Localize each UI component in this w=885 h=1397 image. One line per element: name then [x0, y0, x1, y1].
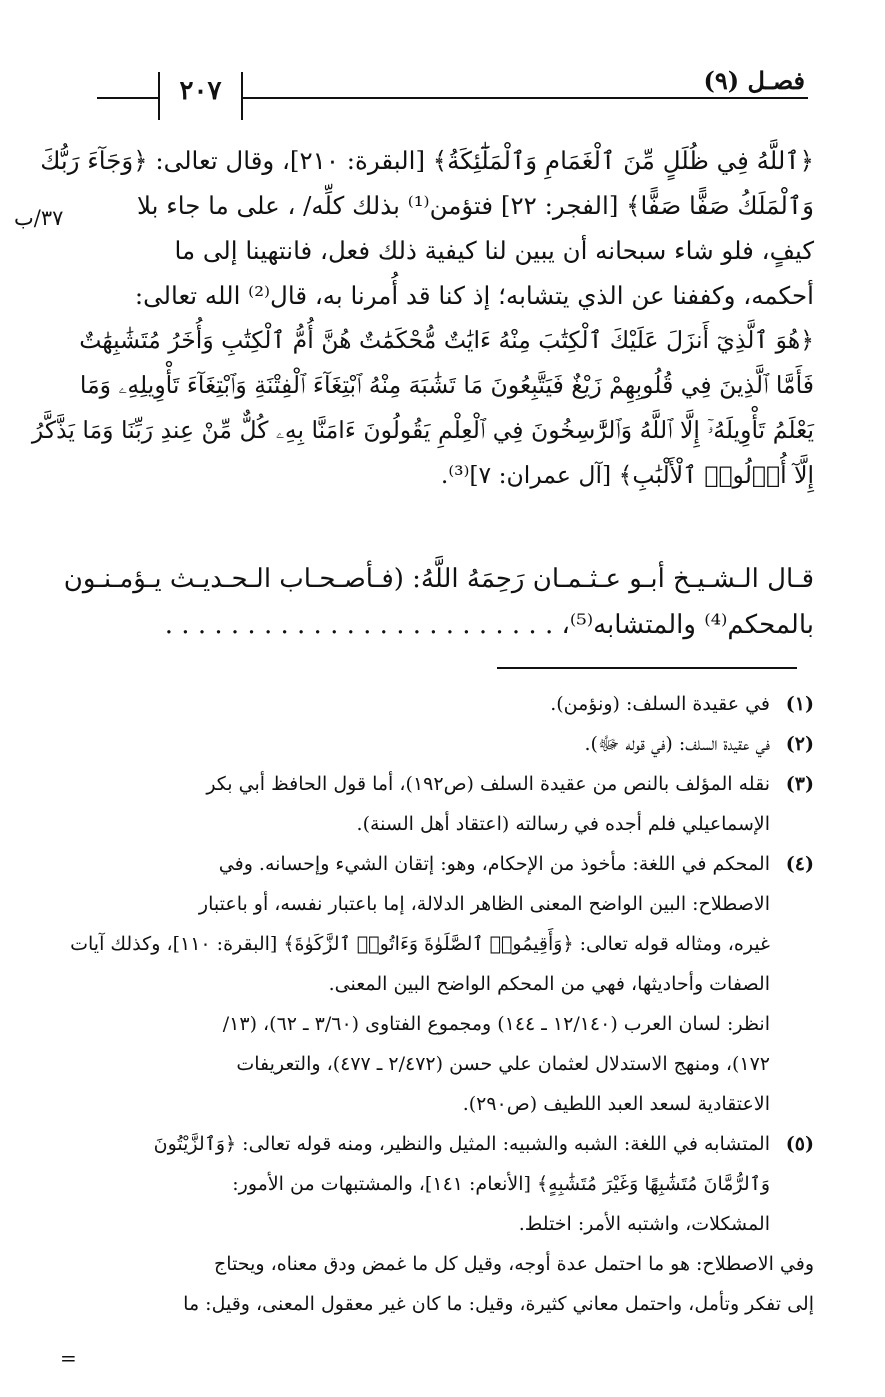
footnote-line: وفي الاصطلاح: هو ما احتمل عدة أوجه، وقيل كل ما غمض ودق معناه، ويحتاج [214, 1253, 814, 1275]
footnote-line: انظر: لسان العرب (١٢/١٤٠ ـ ١٤٤) ومجموع الفتاوى (٣/٦٠ ـ ٦٢)، (١٣/ [222, 1013, 770, 1035]
footnote-line: وَٱلرُّمَّانَ مُتَشَٰبِهًا وَغَيْرَ مُتَشَٰبِهٍ﴾ [الأنعام: ١٤١]، والمشتبهات من الأمور: [232, 1173, 770, 1195]
footnote-line: نقله المؤلف بالنص من عقيدة السلف (ص١٩٢)، أما قول الحافظ أبي بكر [206, 773, 770, 795]
footnote-line: المحكم في اللغة: مأخوذ من الإحكام، وهو: إتقان الشيء وإحسانه. وفي [218, 853, 770, 875]
footnote-line: إلى تفكر وتأمل، واحتمل معاني كثيرة، وقيل: ما كان غير معقول المعنى، وقيل: ما [183, 1293, 814, 1315]
footnote-5 [96, 1124, 814, 1244]
quran-line: ﴿هُوَ ٱلَّذِيٓ أَنزَلَ عَلَيْكَ ٱلْكِتَٰبَ مِنْهُ ءَايَٰتٌ مُّحْكَمَٰتٌ هُنَّ أُمُّ ٱلْكِتَٰبِ وَأُخَرُ مُتَشَٰبِهَٰتٌ [79, 326, 814, 354]
footnotes [70, 684, 814, 1324]
footnote-number: (٥) [785, 1133, 814, 1155]
footnote-line: غيره، ومثاله قوله تعالى: ﴿وَأَقِيمُوا۟ ٱلصَّلَوٰةَ وَءَاتُوا۟ ٱلزَّكَوٰةَ﴾ [البقرة: ١١٠]، وكذلك آيات [70, 933, 770, 955]
footnote-number: (١) [785, 693, 814, 715]
margin-folio-note: ٣٧/ب [14, 206, 64, 230]
text-line: وَٱلْمَلَكُ صَفًّا صَفًّا﴾ [الفجر: ٢٢] فتؤمن⁽¹⁾ بذلك كلِّه/ ، على ما جاء بلا [137, 191, 814, 220]
header-rule [243, 97, 808, 99]
text-line: أحكمه، وكففنا عن الذي يتشابه؛ إذ كنا قد أُمرنا به، قال⁽²⁾ الله تعالى: [134, 281, 814, 310]
chapter-heading: فصـل (٩) [703, 66, 805, 95]
footnote-line: المشكلات، واشتبه الأمر: اختلط. [518, 1213, 770, 1235]
footnote-2 [96, 724, 814, 764]
footnote-line: الاصطلاح: البين الواضح المعنى الظاهر الدلالة، إما باعتبار نفسه، أو باعتبار [198, 893, 770, 915]
header-divider [241, 72, 243, 120]
footnote-number: (٤) [785, 853, 814, 875]
quran-line: يَعْلَمُ تَأْوِيلَهُۥٓ إِلَّا ٱللَّهُ وَٱلرَّٰسِخُونَ فِي ٱلْعِلْمِ يَقُولُونَ ءَامَنَّا بِهِۦ كُلٌّ مِّنْ عِندِ رَبِّنَا وَمَا يَذَّكَّرُ [31, 416, 814, 444]
footnote-separator [497, 667, 797, 669]
footnote-line: في عقيدة السلف: (في قوله ﷻ). [584, 733, 770, 755]
page-number: ٢٠٧ [179, 76, 222, 106]
quran-line: فَأَمَّا ٱلَّذِينَ فِي قُلُوبِهِمْ زَيْغٌ فَيَتَّبِعُونَ مَا تَشَٰبَهَ مِنْهُ ٱبْتِغَآءَ ٱلْفِتْنَةِ وَٱبْتِغَآءَ تَأْوِيلِهِۦ وَمَا [79, 371, 814, 399]
footnote-line: الاعتقادية لسعد العبد اللطيف (ص٢٩٠). [462, 1093, 770, 1115]
footnote-1 [96, 684, 814, 724]
text-line: ﴿ٱللَّهُ فِي ظُلَلٍ مِّنَ ٱلْغَمَامِ وَٱلْمَلَٰٓئِكَةُ﴾ [البقرة: ٢١٠]، وقال تعالى: ﴿وَجَآءَ رَبُّكَ [40, 146, 814, 175]
sheikh-quote [63, 556, 814, 648]
footnote-3 [96, 764, 814, 844]
footnote-line: الإسماعيلي فلم أجده في رسالته (اعتقاد أهل السنة). [356, 813, 770, 835]
footnote-number: (٣) [785, 773, 814, 795]
footnote-number: (٢) [785, 733, 814, 755]
footnote-line: ١٧٢)، ومنهج الاستدلال لعثمان علي حسن (٢/٤٧٢ ـ ٤٧٧)، والتعريفات [236, 1053, 770, 1075]
footnote-continuation [96, 1244, 814, 1324]
quran-line: إِلَّآ أُو۟لُوا۟ ٱلْأَلْبَٰبِ﴾ [آل عمران: ٧]⁽³⁾. [440, 461, 814, 489]
footnote-line: المتشابه في اللغة: الشبه والشبيه: المثيل والنظير، ومنه قوله تعالى: ﴿وَٱلزَّيْتُونَ [153, 1133, 770, 1155]
footnote-line: الصفات وأحاديثها، فهي من المحكم الواضح البين المعنى. [328, 973, 770, 995]
footnote-line: في عقيدة السلف: (ونؤمن). [550, 693, 770, 715]
quote-line: بالمحكم⁽⁴⁾ والمتشابه⁽⁵⁾، . . . . . . . . . . . . . . . . . . . . . . . . [164, 610, 814, 640]
header-rule [97, 97, 158, 99]
footnote-4 [70, 844, 814, 1124]
continuation-mark: = [60, 1346, 77, 1370]
quote-line: قـال الـشـيـخ أبـو عـثـمـان رَحِمَهُ اللَّهُ: (فـأصـحـاب الـحـديـث يـؤمـنـون [63, 564, 814, 594]
text-line: كيفٍ، فلو شاء سبحانه أن يبين لنا كيفية ذلك فعل، فانتهينا إلى ما [174, 236, 814, 265]
